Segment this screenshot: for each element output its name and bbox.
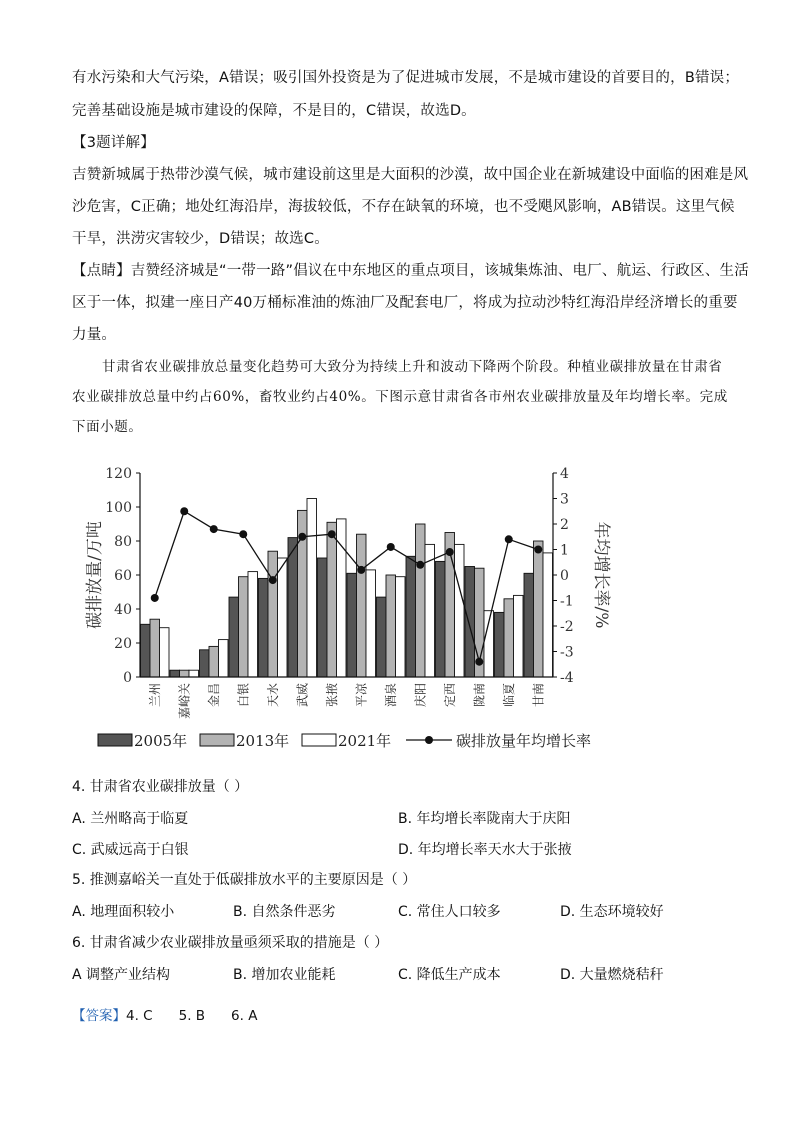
intro-line-1: 甘肃省农业碳排放总量变化趋势可大致分为持续上升和波动下降两个阶段。种植业碳排放量在甘肃省 [102,359,723,375]
category-label: 临夏 [501,683,516,708]
y2-tick-label: -4 [560,670,574,686]
bar-2021年-平凉 [366,570,376,677]
y2-tick-label: -2 [560,619,574,635]
bar-2021年-庆阳 [425,544,435,677]
category-label: 兰州 [147,683,162,708]
y-tick-label: 40 [114,602,132,618]
paragraph-line-6: 【点睛】吉赞经济城是“一带一路”倡议在中东地区的重点项目，该城集炼油、电厂、航运、行政区、生活 [72,263,749,279]
y-tick-label: 0 [123,670,132,686]
legend-line-marker [425,736,433,744]
bar-2021年-金昌 [219,640,229,677]
category-label: 张掖 [324,683,339,708]
bar-2005年-定西 [436,561,446,677]
question-6-option-b: B. 增加农业能耗 [233,967,336,983]
growth-rate-point-嘉峪关 [180,507,188,515]
question-4-option-b: B. 年均增长率陇南大于庆阳 [398,811,571,827]
paragraph-line-2: 完善基础设施是城市建设的保障，不是目的，C错误，故选D。 [72,103,476,119]
growth-rate-point-张掖 [328,530,336,538]
bar-2005年-陇南 [465,567,475,678]
bar-2005年-庆阳 [406,556,416,677]
detail-heading: 【3题详解】 [72,135,155,151]
intro-line-2: 农业碳排放总量中约占60%，畜牧业约占40%。下图示意甘肃省各市州农业碳排放量及年均增长率。完成 [72,389,728,405]
answer-5: 5. B [178,1008,206,1024]
growth-rate-point-甘南 [534,546,542,554]
legend-swatch-2013年 [200,734,234,746]
y2-tick-label: -3 [560,644,574,661]
category-label: 金昌 [206,683,221,708]
y2-axis-title: 年均增长率/% [591,521,611,629]
intro-line-3: 下面小题。 [72,419,143,435]
bar-2013年-嘉峪关 [180,670,190,677]
y2-tick-label: 1 [560,542,569,559]
growth-rate-point-临夏 [505,535,513,543]
y-axis-title: 碳排放量/万吨 [85,521,105,629]
answer-6: 6. A [231,1008,258,1024]
bar-2013年-张掖 [327,522,337,677]
paragraph-line-4: 沙危害，C正确；地处红海沿岸，海拔较低，不存在缺氧的环境，也不受飓风影响，AB错误。这里气候 [72,199,735,215]
question-6-option-d: D. 大量燃烧秸秆 [560,967,664,983]
legend-label-2013年: 2013年 [236,732,290,750]
growth-rate-point-定西 [446,548,454,556]
question-4: 4. 甘肃省农业碳排放量（ ） [72,779,249,795]
paragraph-line-8: 力量。 [72,327,117,343]
question-6-option-a: A 调整产业结构 [72,967,171,983]
bar-2013年-兰州 [150,619,160,677]
category-label: 武威 [295,683,310,708]
bar-2021年-甘南 [543,553,553,677]
category-label: 定西 [442,683,457,708]
y-tick-label: 120 [105,466,132,482]
bar-2005年-武威 [288,538,298,677]
question-5: 5. 推测嘉峪关一直处于低碳排放水平的主要原因是（ ） [72,872,417,888]
category-label: 白银 [236,683,251,708]
growth-rate-point-武威 [298,533,306,541]
category-label: 嘉峪关 [177,683,192,720]
growth-rate-point-天水 [269,576,277,584]
bar-2013年-庆阳 [416,524,426,677]
y2-tick-label: 0 [560,568,569,584]
legend-label-2021年: 2021年 [338,732,392,750]
bar-2021年-临夏 [514,595,524,677]
bar-2005年-平凉 [347,573,357,677]
y-tick-label: 60 [114,568,132,584]
category-label: 甘南 [531,683,546,708]
y-tick-label: 80 [114,534,132,550]
question-5-option-c: C. 常住人口较多 [398,904,501,920]
question-4-option-d: D. 年均增长率天水大于张掖 [398,842,572,858]
legend-swatch-2005年 [98,734,132,746]
category-label: 庆阳 [413,683,428,708]
category-label: 酒泉 [383,683,398,708]
bar-2013年-白银 [239,577,249,677]
y-tick-label: 20 [114,636,132,652]
bar-2005年-张掖 [318,558,328,677]
y2-tick-label: 3 [560,491,569,508]
category-label: 陇南 [472,683,487,708]
bar-2005年-嘉峪关 [170,670,180,677]
answer-row [72,1004,257,1024]
legend-label-2005年: 2005年 [134,732,188,750]
bar-2013年-平凉 [357,534,367,677]
question-4-option-a: A. 兰州略高于临夏 [72,811,189,827]
answer-4: 4. C [126,1008,153,1024]
bar-2021年-武威 [307,499,317,678]
question-6: 6. 甘肃省减少农业碳排放量亟须采取的措施是（ ） [72,935,389,951]
question-5-option-d: D. 生态环境较好 [560,904,664,920]
growth-rate-point-白银 [239,530,247,538]
paragraph-line-3: 吉赞新城属于热带沙漠气候，城市建设前这里是大面积的沙漠，故中国企业在新城建设中面临的困难是风 [72,167,749,183]
bar-2005年-甘南 [524,573,534,677]
growth-rate-point-平凉 [357,566,365,574]
growth-rate-point-兰州 [151,594,159,602]
question-5-option-b: B. 自然条件恶劣 [233,904,336,920]
question-4-option-c: C. 武威远高于白银 [72,842,189,858]
category-label: 天水 [265,683,280,708]
growth-rate-point-陇南 [475,658,483,666]
category-label: 平凉 [354,683,369,708]
question-5-option-a: A. 地理面积较小 [72,904,175,920]
legend-swatch-2021年 [302,734,336,746]
bar-2005年-临夏 [495,612,505,677]
bar-2005年-金昌 [200,650,210,677]
bar-2013年-甘南 [534,541,544,677]
bar-2005年-天水 [259,578,269,677]
y2-tick-label: 2 [560,517,569,533]
growth-rate-point-酒泉 [387,543,395,551]
question-6-option-c: C. 降低生产成本 [398,967,501,983]
bar-2013年-天水 [268,551,278,677]
bar-2021年-定西 [455,544,465,677]
bar-2021年-嘉峪关 [189,670,199,677]
growth-rate-point-金昌 [210,525,218,533]
bar-2013年-临夏 [504,599,514,677]
paragraph-line-1: 有水污染和大气污染，A错误；吸引国外投资是为了促进城市发展，不是城市建设的首要目的，B错误； [72,70,740,86]
bar-2005年-酒泉 [377,597,387,677]
bar-2005年-兰州 [141,624,151,677]
paragraph-line-5: 干旱，洪涝灾害较少，D错误；故选C。 [72,231,329,247]
bar-2021年-兰州 [160,628,170,677]
growth-rate-point-庆阳 [416,561,424,569]
y2-tick-label: 4 [560,466,569,482]
carbon-emission-chart [0,448,794,768]
answer-label: 【答案】 [72,1008,126,1024]
bar-2013年-金昌 [209,646,219,677]
y-tick-label: 100 [105,500,132,516]
bar-2021年-白银 [248,572,258,677]
legend-line-label: 碳排放量年均增长率 [456,732,592,750]
bar-2005年-白银 [229,597,239,677]
y2-tick-label: -1 [560,593,574,610]
bar-2021年-天水 [278,558,288,677]
bar-2013年-酒泉 [386,575,396,677]
bar-2021年-酒泉 [396,577,406,677]
paragraph-line-7: 区于一体，拟建一座日产40万桶标准油的炼油厂及配套电厂，将成为拉动沙特红海沿岸经济增长的重要 [72,295,738,311]
